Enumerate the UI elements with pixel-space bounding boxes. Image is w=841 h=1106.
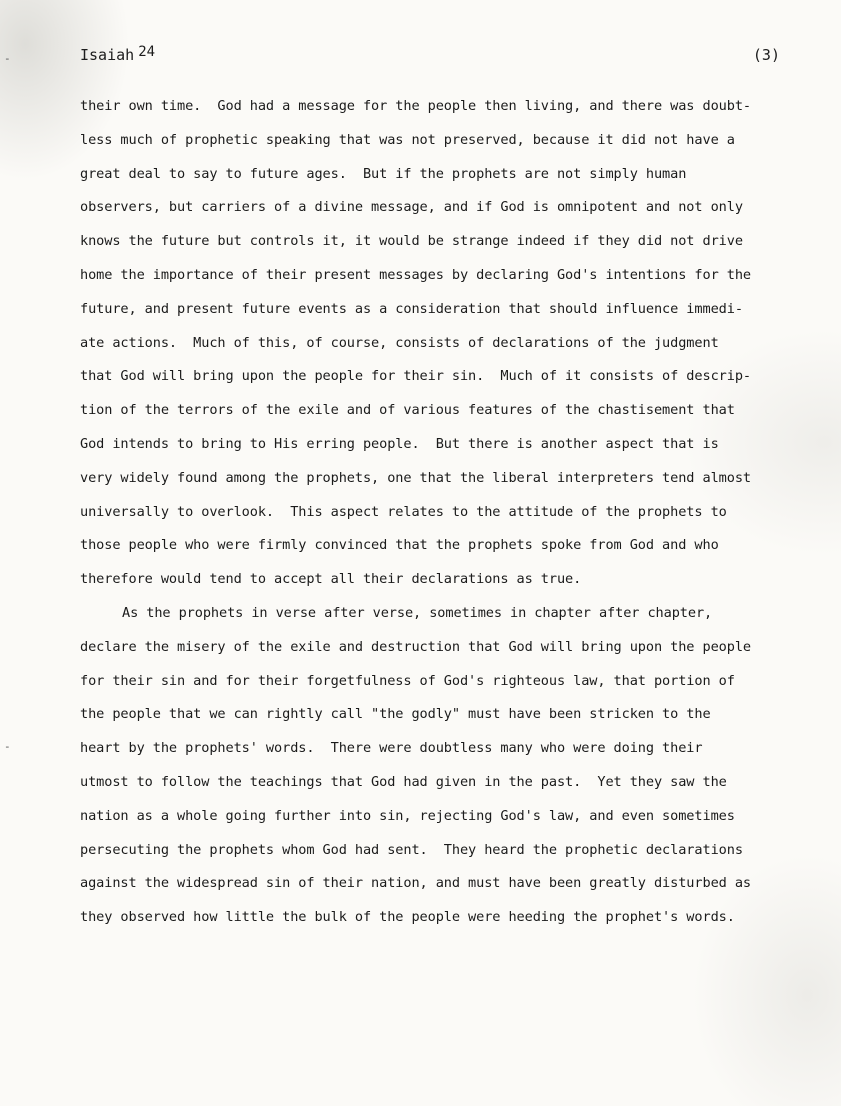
body-text (80, 90, 780, 935)
text-line: their own time. God had a message for the people then living, and there was doubt- (80, 98, 751, 114)
text-line: persecuting the prophets whom God had sent. They heard the prophetic declarations (80, 841, 743, 858)
text-line: great deal to say to future ages. But if the prophets are not simply human (80, 165, 687, 182)
text-line: home the importance of their present messages by declaring God's intentions for the (80, 266, 751, 283)
text-line: that God will bring upon the people for their sin. Much of it consists of descrip- (80, 368, 751, 385)
text-line: knows the future but controls it, it would be strange indeed if they did not drive (80, 233, 743, 250)
text-line: the people that we can rightly call "the godly" must have been stricken to the (80, 706, 711, 723)
text-line: very widely found among the prophets, one that the liberal interpreters tend almost (80, 469, 751, 486)
text-line: against the widespread sin of their nation, and must have been greatly disturbed as (80, 875, 751, 892)
text-line: for their sin and for their forgetfulness of God's righteous law, that portion of (80, 672, 735, 689)
header-title: Isaiah (80, 46, 135, 64)
header-title-group (80, 46, 155, 64)
text-line: As the prophets in verse after verse, sometimes in chapter after chapter, (122, 604, 713, 621)
text-line: universally to overlook. This aspect relates to the attitude of the prophets to (80, 503, 727, 520)
text-line: observers, but carriers of a divine message, and if God is omnipotent and not only (80, 199, 743, 216)
scan-mark: - (4, 740, 11, 753)
text-line: heart by the prophets' words. There were doubtless many who were doing their (80, 740, 703, 757)
text-line: therefore would tend to accept all their declarations as true. (80, 571, 582, 588)
text-line: God intends to bring to His erring people. But there is another aspect that is (80, 435, 719, 452)
page-header (80, 46, 780, 70)
text-line: future, and present future events as a consideration that should influence immedi- (80, 300, 743, 317)
text-line: less much of prophetic speaking that was not preserved, because it did not have a (80, 131, 735, 148)
page-number: (3) (752, 46, 780, 64)
scan-mark: - (4, 52, 11, 65)
text-line: they observed how little the bulk of the people were heeding the prophet's words. (80, 909, 735, 926)
text-line: declare the misery of the exile and destruction that God will bring upon the people (80, 638, 751, 655)
chapter-number: 24 (138, 44, 156, 60)
paragraph (80, 90, 780, 597)
text-line: nation as a whole going further into sin, rejecting God's law, and even sometimes (80, 807, 735, 824)
text-line: ate actions. Much of this, of course, consists of declarations of the judgment (80, 334, 719, 351)
paragraph (80, 597, 780, 935)
text-line: utmost to follow the teachings that God had given in the past. Yet they saw the (80, 773, 727, 790)
text-line: those people who were firmly convinced that the prophets spoke from God and who (80, 537, 719, 554)
text-line: tion of the terrors of the exile and of various features of the chastisement that (80, 402, 735, 419)
